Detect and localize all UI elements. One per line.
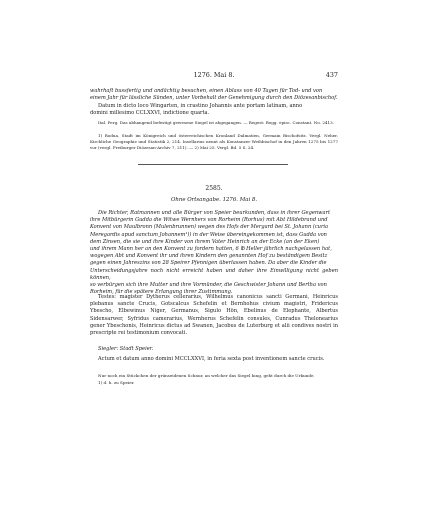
regest-line: Konvent von Maulbronn (Mulenbrunnen) wegen des Hofs der Mergard bei St. Johann (curia: [90, 224, 329, 231]
document-regest: [90, 210, 338, 296]
footnote-text: 1) Rodua, Stadt im Königreich und österreichischen Kronland Dalmatien, Germain Bischofsitz. Vergl. Neher, Kirchliche Geographie und Statistik 2, 214. Insellarius nennt als Konstanzer Weihbischof in den Jahren 1275 bis 1277 vor (vergl. Freiburger Diözesan-Archiv 7, 211). — 2) Mai 25. Vergl. Bd. 5 S. 24.: [90, 133, 338, 150]
witness-text: Testes: magister Dytherus cellerarius, Wilhelmus canonicus sancti Germani, Heinricus plebanus sancte Crucis, Gotscalcus Schefelin et Bernhohus civium magistri, Fridericus Ybescho, Elbewinus Niger, Germanus, Sigulo Hön, Ebelinus de Elephante, Albertus Sidensarwer, Syfridus camerarius, Wernherus Schefelin consules, Cunradus Thelonearius gener Ybeschonis, Heinricus dictus ad Swanen, Jacobus de Luterburg et alii condives nostri in prescripte rei testimonium convocati.: [90, 294, 338, 337]
datum-line: domini millesimo CCLXXVI, indictione quarta.: [90, 110, 210, 117]
regest-line: so verbürgen sich ihre Mutter und ihre Vormünder, die Geschwister Johann und Bertha von: [90, 282, 327, 289]
sealer: [90, 346, 338, 353]
regest-line: Die Richter, Ratmannen und alle Bürger von Speier beurkunden, dass in ihrer Gegenwart: [98, 210, 330, 216]
page-header: [90, 71, 338, 81]
regest-line: gegen einen Jahreszins von 28 Speirer Pfennigen überlassen haben. Da aber die Kinder die: [90, 260, 327, 267]
document-number: 2585.: [205, 185, 223, 192]
regest-line: wahrhaft bussfertig und andächtig besuchen, einen Ablass von 40 Tagen für Tod- und von: [90, 88, 323, 94]
sealer-text: Siegler: Stadt Speier.: [98, 346, 154, 352]
archive-note-text: Ital. Perg. Das abhangend befestigt gewesene Siegel ist abgegangen. — Regest: Regg. episc. Constant. No. 2413.: [98, 120, 335, 125]
running-title: 1276. Mai 8.: [193, 71, 235, 79]
regest-line: wogegen Abt und Konvent ihr und ihren Kindern den genannten Hof zu beständigem Besitz: [90, 253, 328, 260]
carryover-regest: [90, 88, 338, 102]
seal-note-text: Nur noch ein Stückchen der grünseidenen Schnur, an welcher das Siegel hing, geht durch die Urkunde.: [98, 373, 315, 378]
witness-list: [90, 294, 338, 337]
regest-line: Rorheim, für die spätere Erlangung ihrer Zustimmung.: [90, 289, 233, 296]
footnote: [90, 133, 338, 151]
actum-line: Actum et datum anno domini MCCLXXVI, in feria sexta post inventionem sancte crucis.: [98, 356, 325, 362]
document-footnote: [90, 380, 338, 386]
regest-line: Unterscheidungsjahre noch nicht erreicht haben und daher ihre Einwilligung nicht geben können,: [90, 267, 338, 281]
section-divider: [138, 164, 288, 165]
regest-line: dem Zinsen, die sie und ihre Kinder von ihrem Vater Heinrich an der Ecke (an der Eken): [90, 238, 320, 245]
page-number: 437: [325, 71, 338, 79]
document-footnote-text: 1) d. h. zu Speier.: [98, 380, 135, 385]
datum-text: [90, 103, 338, 117]
document-place-date: Ohne Ortsangabe. 1276. Mai 8.: [170, 197, 258, 203]
actum-text: [90, 356, 338, 363]
regest-line: ihre Mitbürgerin Gudda die Witwe Wernhers von Rorheim (Rorhus) mit Abt Hildebrand und: [90, 217, 328, 224]
regest-line: Meregardis apud sanctum Johannem¹)) in der Weise übereingekommen ist, dass Gudda von: [90, 231, 327, 238]
regest-line: und ihrem Mann her an den Konvent zu fordern hatten, 6 ℔ Heller jährlich nachgelassen hat,: [90, 246, 332, 253]
seal-note: [90, 373, 338, 379]
regest-line: einem Jahr für lässliche Sünden, unter Vorbehalt der Genehmigung durch den Diözesanbischof.: [90, 95, 338, 102]
archive-note: [90, 120, 338, 126]
datum-line: Datum in dicto loco Wingarten, in crastino Johannis ante portam latinam, anno: [98, 103, 303, 109]
